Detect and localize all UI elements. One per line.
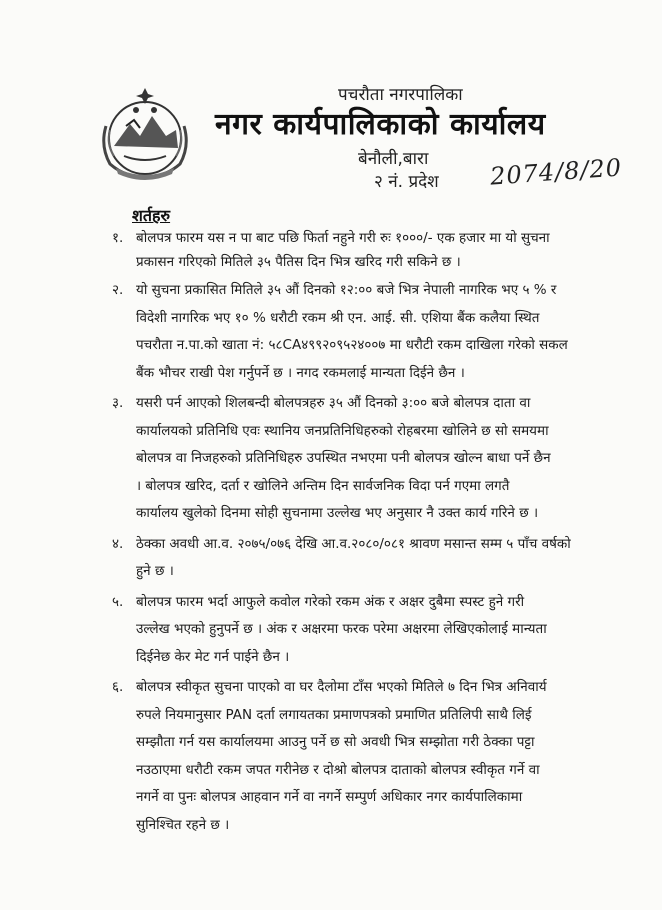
term-line: पचरौता न.पा.को खाता नं: ५८CA४९९२०९५२४००७ मा धरौटी रकम दाखिला गरेको सकल [136,337,568,353]
term-number: ४. [112,535,124,552]
term-line: नगर्ने वा पुनः बोलपत्र आहवान गर्ने वा नगर्ने सम्पुर्ण अधिकार नगर कार्यपालिकामा [136,789,523,805]
term-line: बोलपत्र फारम यस न पा बाट पछि फिर्ता नहुने गरी रुः १०००/- एक हजार मा यो सुचना [136,230,550,246]
term-line: रुपले नियमानुसार PAN दर्ता लगायतका प्रमाणपत्रको प्रमाणित प्रतिलिपी साथै लिई [136,706,532,723]
term-line: हुने छ । [136,563,174,579]
term-line: बोलपत्र स्वीकृत सुचना पाएको वा घर दैलोमा टाँस भएको मितिले ७ दिन भित्र अनिवार्य [136,679,547,695]
term-line: सुनिश्चित रहने छ । [136,816,230,833]
location-line-2: २ नं. प्रदेश [374,172,439,192]
term-line: यो सुचना प्रकासित मितिले ३५ औं दिनको १२:०० बजे भित्र नेपाली नागरिक भए ५ % र [136,282,557,298]
term-line: विदेशी नागरिक भए १० % धरौटी रकम श्री एन. आई. सी. एशिया बैंक कलैया स्थित [136,309,540,326]
term-item-6 [104,674,624,839]
term-item-4 [104,531,624,586]
handwritten-date: 2074/8/20 [489,153,623,191]
term-line: यसरी पर्न आएको शिलबन्दी बोलपत्रहरु ३५ औं दिनको ३:०० बजे बोलपत्र दाता वा [136,395,531,411]
term-item-2 [104,277,624,387]
term-line: दिईनेछ केर मेट गर्न पाईने छैन । [136,648,290,665]
term-line: कार्यालयको प्रतिनिधि एवः स्थानिय जनप्रतिनिधिहरुको रोहबरमा खोलिने छ सो समयमा [136,422,549,439]
term-number: ५. [112,593,124,610]
term-line: कार्यालय खुलेको दिनमा सोही सुचनामा उल्लेख भए अनुसार नै उक्त कार्य गरिने छ । [136,505,539,521]
term-item-5 [104,589,624,672]
term-number: ६. [112,679,124,695]
term-number: ३. [112,395,124,411]
government-emblem-icon [96,86,194,182]
term-item-3 [104,390,624,528]
term-line: ठेक्का अवधी आ.व. २०७५/०७६ देखि आ.व.२०८०/०८१ श्रावण मसान्त सम्म ५ पाँच वर्षको [136,535,571,552]
term-line: नउठाएमा धरौटी रकम जपत गरीनेछ र दोश्रो बोलपत्र दाताको बोलपत्र स्वीकृत गर्ने वा [136,761,540,778]
terms-heading: शर्तहरु [132,206,171,225]
term-item-1 [104,226,624,274]
location-line-1: बेनौली,बारा [358,149,429,169]
term-line: बैंक भौचर राखी पेश गर्नुपर्ने छ । नगद रकमलाई मान्यता दिईने छैन । [136,364,465,381]
term-number: २. [112,282,124,298]
term-line: उल्लेख भएको हुनुपर्ने छ । अंक र अक्षरमा फरक परेमा अक्षरमा लेखिएकोलाई मान्यता [136,621,547,637]
municipality-name: पचरौता नगरपालिका [338,85,463,105]
term-line: प्रकासन गरिएको मितिले ३५ पैतिस दिन भित्र खरिद गरी सकिने छ । [136,254,461,270]
office-title: नगर कार्यपालिकाको कार्यालय [215,107,546,142]
term-line: सम्झौता गर्न यस कार्यालयमा आउनु पर्ने छ सो अवधी भित्र सम्झोता गरी ठेक्का पट्टा [136,734,535,750]
term-number: १. [112,230,124,246]
term-line: । बोलपत्र खरिद, दर्ता र खोलिने अन्तिम दिन सार्वजनिक विदा पर्न गएमा लगतै [136,477,510,494]
term-line: बोलपत्र फारम भर्दा आफुले कवोल गरेको रकम अंक र अक्षर दुबैमा स्पस्ट हुने गरी [136,593,525,610]
terms-list [104,226,624,842]
term-line: बोलपत्र वा निजहरुको प्रतिनिधिहरु उपस्थित नभएमा पनी बोलपत्र खोल्न बाधा पर्ने छैन [136,450,551,466]
